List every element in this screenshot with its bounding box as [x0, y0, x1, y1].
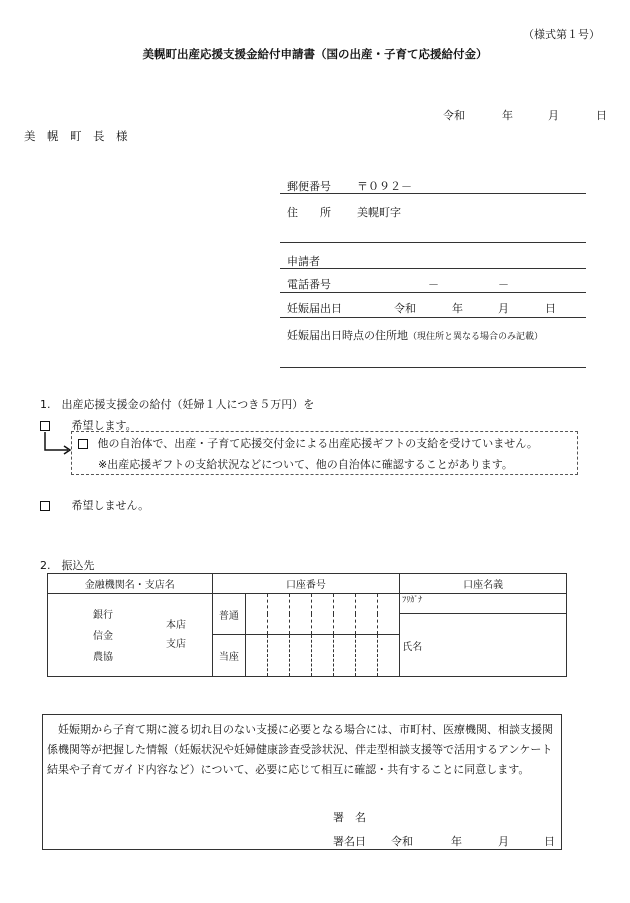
account-digit-3[interactable]: [290, 594, 312, 635]
page-title: 美幌町出産応援支援金給付申請書（国の出産・子育て応援給付金）: [142, 47, 488, 61]
pregnancy-address-label: [287, 327, 543, 343]
other-municipality-checkbox[interactable]: [78, 439, 88, 449]
date-era: 令和: [443, 109, 465, 122]
furigana-cell[interactable]: ﾌﾘｶﾞﾅ: [400, 594, 567, 614]
pregnancy-address-underline: [280, 367, 586, 368]
bank-type-3: 農協: [93, 652, 113, 663]
section2-heading: 2. 振込先: [40, 559, 95, 572]
sign-year: 年: [451, 835, 462, 848]
sign-era: 令和: [391, 835, 413, 848]
address-label: 住 所: [287, 206, 331, 219]
pregnancy-era: 令和: [394, 302, 416, 315]
applicant-label: 申請者: [287, 255, 320, 268]
pregnancy-month: 月: [498, 302, 509, 315]
col-holder-header: 口座名義: [400, 574, 567, 594]
date-month: 月: [548, 109, 559, 122]
account-digit-4[interactable]: [312, 594, 334, 635]
arrow-connector-icon: [42, 432, 74, 456]
phone-underline: [280, 292, 586, 293]
account-digit-r2-7[interactable]: [378, 635, 400, 677]
sign-month: 月: [498, 835, 509, 848]
account-type-checking[interactable]: 当座: [212, 635, 246, 677]
postal-value[interactable]: 〒０９２－: [357, 180, 412, 193]
account-digit-r2-5[interactable]: [334, 635, 356, 677]
account-digit-r2-2[interactable]: [268, 635, 290, 677]
postal-underline: [280, 193, 586, 194]
signature-label: 署 名: [333, 811, 366, 824]
pregnancy-day: 日: [545, 302, 556, 315]
phone-label: 電話番号: [287, 278, 331, 291]
bank-branch-cell[interactable]: [48, 594, 213, 677]
other-municipality-row: [78, 435, 538, 451]
consent-text: 妊娠期から子育て期に渡る切れ目のない支援に必要となる場合には、市町村、医療機関、相談支援関係機関等が把握した情報（妊娠状況や妊婦健康診査受診状況、伴走型相談支援等で活用するアンケート結果や子育てガイド内容など）について、必要に応じて相互に確認・共有することに同意します。: [47, 723, 553, 776]
sign-day: 日: [544, 835, 555, 848]
col-bank-header: 金融機関名・支店名: [48, 574, 213, 594]
account-digit-r2-6[interactable]: [356, 635, 378, 677]
account-digit-7[interactable]: [378, 594, 400, 635]
account-digit-r2-1[interactable]: [246, 635, 268, 677]
account-digit-r2-3[interactable]: [290, 635, 312, 677]
wish-no-checkbox[interactable]: [40, 501, 50, 511]
account-digit-1[interactable]: [246, 594, 268, 635]
account-digit-r2-4[interactable]: [312, 635, 334, 677]
pregnancy-underline: [280, 317, 586, 318]
wish-yes-label: 希望します。: [71, 419, 137, 432]
section1-heading: 1. 出産応援支援金の給付（妊婦１人につき５万円）を: [40, 398, 315, 411]
wish-no-label: 希望しません。: [71, 499, 150, 512]
other-municipality-label: 他の自治体で、出産・子育て応援交付金による出産応援ギフトの支給を受けていません。: [97, 437, 538, 450]
bank-type-2: 信金: [93, 631, 113, 642]
address-underline: [280, 242, 586, 243]
applicant-underline: [280, 268, 586, 269]
pregnancy-date-label: 妊娠届出日: [287, 302, 342, 315]
consent-box: [42, 714, 562, 850]
postal-label: 郵便番号: [287, 180, 331, 193]
addressee: 美 幌 町 長 様: [24, 129, 128, 143]
date-year: 年: [502, 109, 513, 122]
pregnancy-year: 年: [452, 302, 463, 315]
bank-type-1: 銀行: [93, 610, 113, 621]
branch-type-1: 本店: [166, 620, 186, 631]
phone-sep-1: －: [428, 278, 439, 291]
other-municipality-note: ※出産応援ギフトの支給状況などについて、他の自治体に確認することがあります。: [98, 458, 513, 471]
sign-date-label: 署名日: [333, 835, 366, 848]
account-digit-6[interactable]: [356, 594, 378, 635]
account-digit-5[interactable]: [334, 594, 356, 635]
account-type-ordinary[interactable]: 普通: [212, 594, 246, 635]
col-account-header: 口座番号: [212, 574, 400, 594]
date-day: 日: [596, 109, 607, 122]
pregnancy-address-note: （現住所と異なる場合のみ記載）: [408, 332, 544, 342]
account-digit-2[interactable]: [268, 594, 290, 635]
form-number: （様式第１号）: [523, 28, 600, 41]
holder-name-cell[interactable]: 氏名: [400, 614, 567, 677]
wish-no-row: [40, 497, 149, 513]
bank-account-table: [47, 573, 567, 677]
pregnancy-address-label-text: 妊娠届出日時点の住所地: [287, 329, 408, 342]
address-value[interactable]: 美幌町字: [357, 206, 401, 219]
branch-type-2: 支店: [166, 639, 186, 650]
wish-yes-checkbox[interactable]: [40, 421, 50, 431]
phone-sep-2: －: [498, 278, 509, 291]
